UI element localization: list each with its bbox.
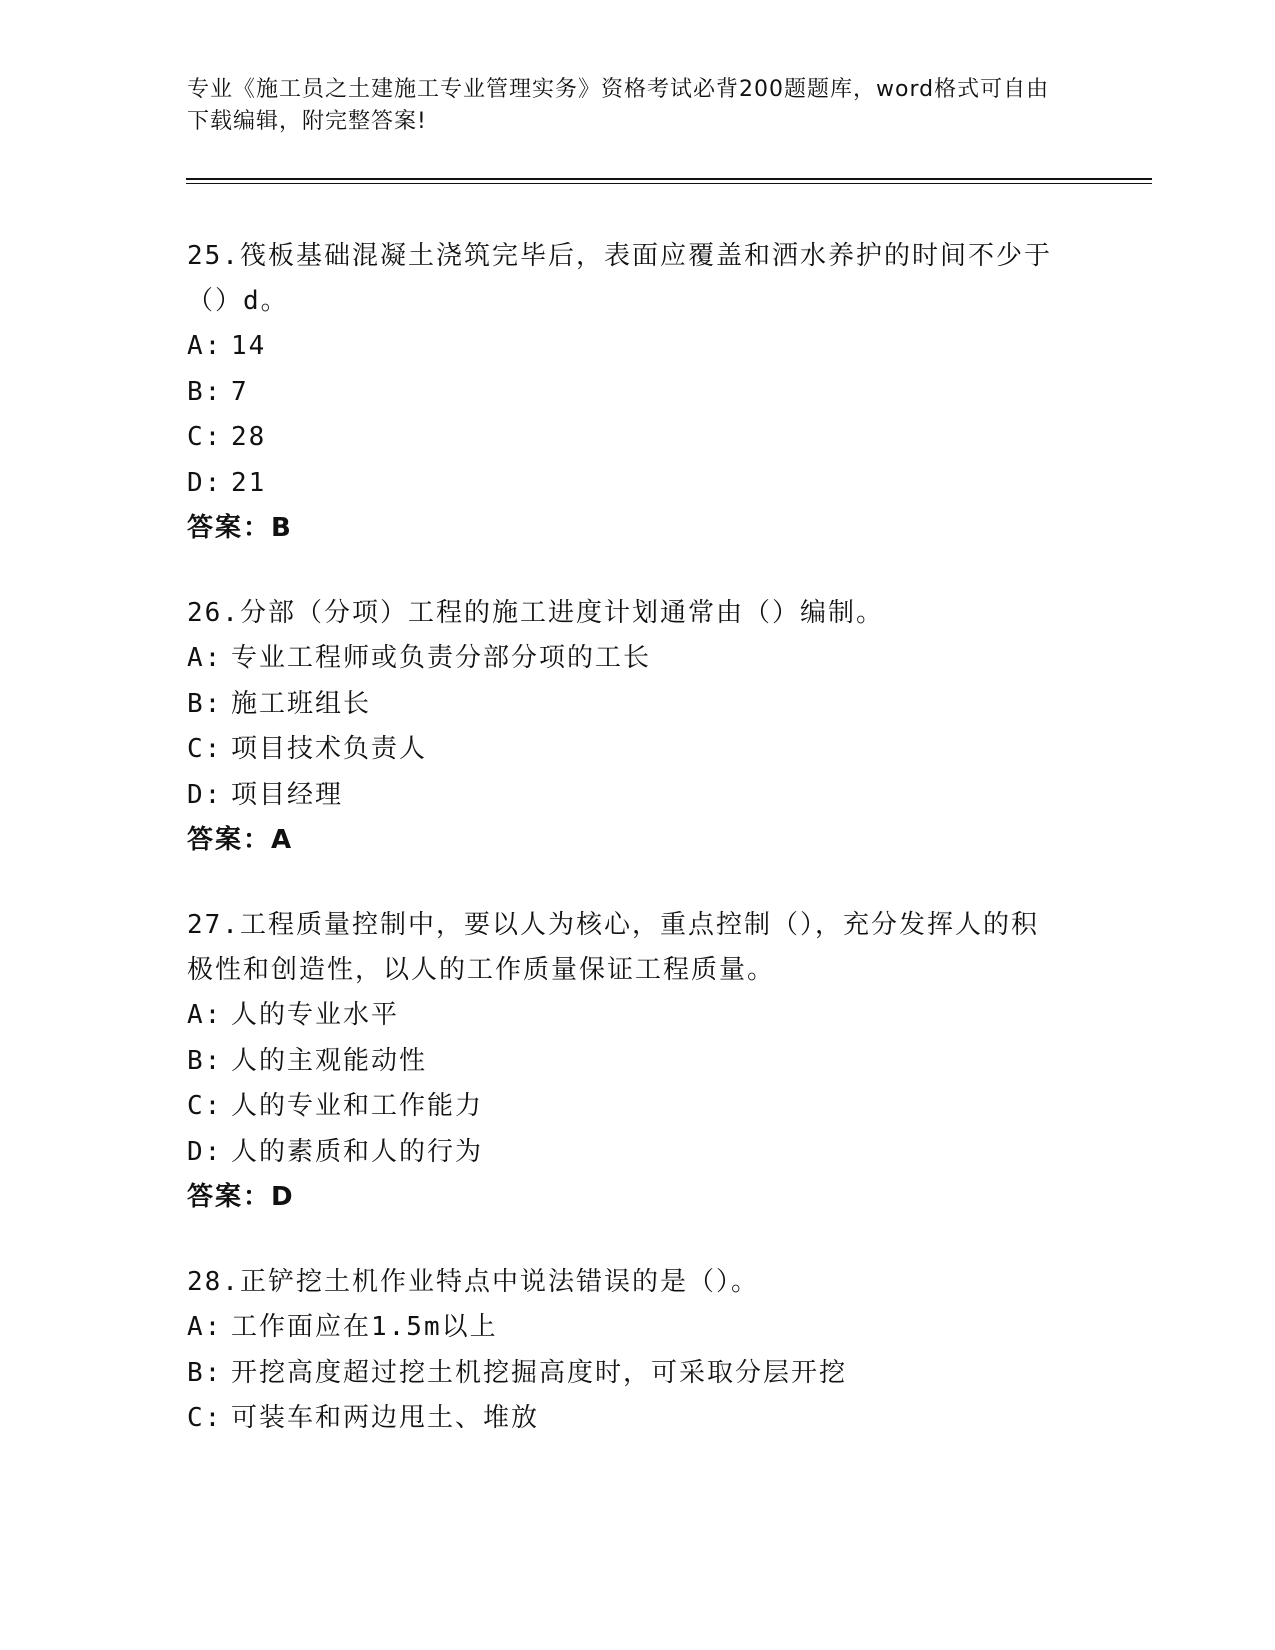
option-row (187, 370, 1077, 416)
option-row (187, 773, 1077, 819)
option-letter: C: (187, 1403, 223, 1433)
option-row (187, 1396, 1077, 1442)
option-text: 人的主观能动性 (231, 1045, 428, 1076)
option-text: 开挖高度超过挖土机挖掘高度时，可采取分层开挖 (231, 1357, 848, 1388)
header-divider-top (186, 178, 1152, 180)
option-letter: A: (187, 331, 223, 361)
header-divider-bottom (186, 183, 1152, 184)
option-letter: A: (187, 1000, 223, 1030)
option-text: 人的专业水平 (231, 1000, 400, 1030)
option-text: 21 (231, 467, 267, 498)
answer-line: 答案：B (187, 513, 293, 543)
option-row (187, 461, 1077, 507)
option-text: 专业工程师或负责分部分项的工长 (231, 643, 652, 673)
option-letter: B: (187, 688, 223, 719)
option-row (187, 1130, 1077, 1176)
document-header: 专业《施工员之土建施工专业管理实务》资格考试必背200题题库，word格式可自由下载编辑，附完整答案! (187, 77, 1050, 134)
option-text: 工作面应在1.5m以上 (231, 1312, 498, 1342)
option-row (187, 636, 1077, 682)
question-text: 25.筏板基础混凝土浇筑完毕后，表面应覆盖和洒水养护的时间不少于（）d。 (187, 241, 1052, 316)
option-text: 人的素质和人的行为 (231, 1136, 484, 1167)
answer-line: 答案：A (187, 825, 294, 855)
question-text: 28.正铲挖土机作业特点中说法错误的是（）。 (187, 1267, 759, 1297)
option-row (187, 682, 1077, 728)
option-row (187, 727, 1077, 773)
option-text: 7 (231, 376, 249, 407)
option-text: 项目经理 (231, 779, 344, 810)
option-letter: B: (187, 1357, 223, 1388)
option-letter: C: (187, 734, 223, 764)
question-text: 26.分部（分项）工程的施工进度计划通常由（）编制。 (187, 598, 884, 628)
option-row (187, 993, 1077, 1039)
option-letter: B: (187, 376, 223, 407)
option-text: 项目技术负责人 (231, 734, 428, 764)
question-block (187, 1260, 1077, 1442)
option-letter: A: (187, 1312, 223, 1342)
question-list (187, 234, 1077, 1482)
question-text: 27.工程质量控制中，要以人为核心，重点控制（），充分发挥人的积极性和创造性，以人的工作质量保证工程质量。 (187, 910, 1039, 985)
option-letter: D: (187, 779, 223, 810)
option-row (187, 1351, 1077, 1397)
question-block (187, 234, 1077, 551)
option-row (187, 1305, 1077, 1351)
option-letter: D: (187, 467, 223, 498)
option-row (187, 1084, 1077, 1130)
option-letter: C: (187, 422, 223, 452)
option-text: 可装车和两边甩土、堆放 (231, 1403, 540, 1433)
answer-line: 答案：D (187, 1182, 295, 1212)
option-row (187, 324, 1077, 370)
option-letter: B: (187, 1045, 223, 1076)
option-row (187, 415, 1077, 461)
question-block (187, 903, 1077, 1220)
option-text: 施工班组长 (231, 688, 372, 719)
option-letter: C: (187, 1091, 223, 1121)
option-text: 人的专业和工作能力 (231, 1091, 484, 1121)
option-letter: A: (187, 643, 223, 673)
option-row (187, 1039, 1077, 1085)
question-block (187, 591, 1077, 863)
option-letter: D: (187, 1136, 223, 1167)
option-text: 14 (231, 331, 267, 361)
option-text: 28 (231, 422, 267, 452)
